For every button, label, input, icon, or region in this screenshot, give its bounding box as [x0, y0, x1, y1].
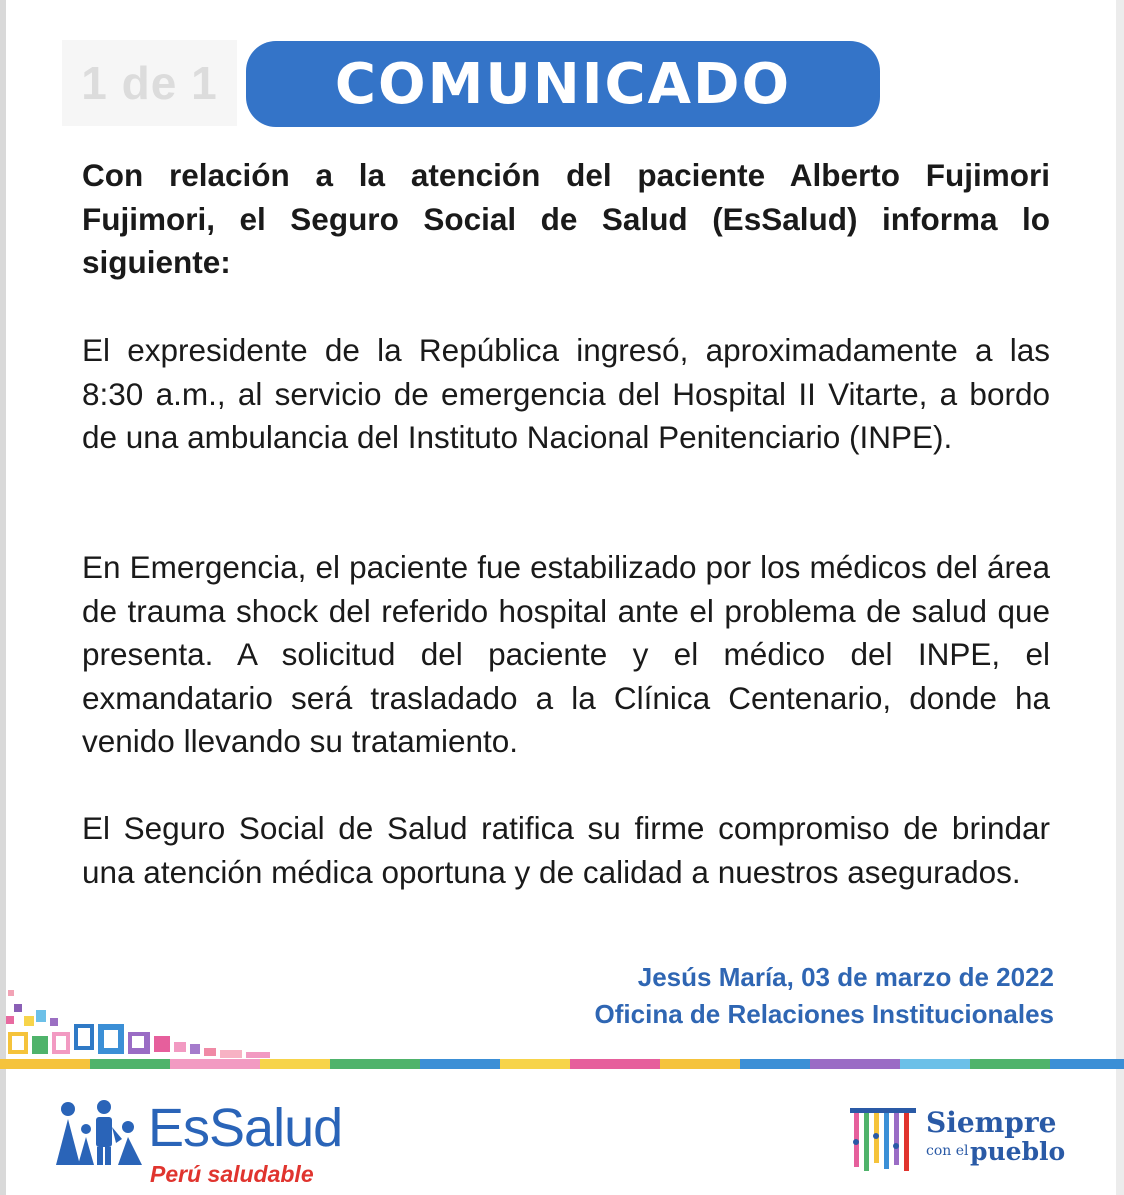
- essalud-logo-name: EsSalud: [148, 1098, 343, 1158]
- siempre-logo-small: con el: [926, 1143, 969, 1159]
- ribbons-icon: [848, 1102, 918, 1174]
- siempre-logo-line2: pueblo: [970, 1137, 1066, 1166]
- page-right-edge: [1116, 0, 1124, 1195]
- page-title: COMUNICADO: [334, 51, 792, 117]
- body-paragraph-1: El expresidente de la República ingresó, aproximadamente a las 8:30 a.m., al servicio de emergencia del Hospital II Vitarte, a bordo de una ambulancia del Instituto Nacional Penitenciario (INPE).: [82, 332, 1050, 455]
- signature-date: Jesús María, 03 de marzo de 2022: [637, 962, 1054, 992]
- signature-office: Oficina de Relaciones Institucionales: [594, 999, 1054, 1029]
- title-banner: [246, 41, 880, 127]
- siempre-con-el-pueblo-logo: [848, 1100, 1068, 1180]
- siempre-logo-line1: Siempre: [926, 1106, 1057, 1139]
- family-icon: [52, 1099, 148, 1169]
- page-indicator: 1 de 1: [62, 40, 237, 126]
- essalud-logo-tagline: Perú saludable: [150, 1161, 314, 1187]
- body-paragraph-2: En Emergencia, el paciente fue estabilizado por los médicos del área de trauma shock del referido hospital ante el problema de salud que presenta. A solicitud del paciente y el médico del INPE, el exmandatario será trasladado a la Clínica Centenario, donde ha venido llevando su tratamiento.: [82, 549, 1050, 759]
- body-paragraph-3: El Seguro Social de Salud ratifica su firme compromiso de brindar una atención médica oportuna y de calidad a nuestros asegurados.: [82, 810, 1050, 890]
- essalud-logo: [52, 1095, 342, 1190]
- intro-paragraph: Con relación a la atención del paciente Alberto Fujimori Fujimori, el Seguro Social de Salud (EsSalud) informa lo siguiente:: [82, 157, 1050, 280]
- decorative-stripe: [0, 1055, 1124, 1075]
